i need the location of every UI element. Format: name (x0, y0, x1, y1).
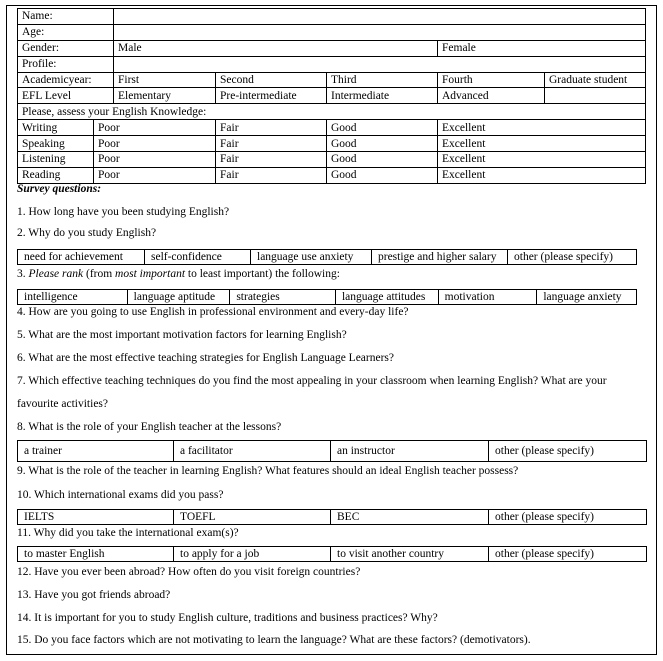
q8-options (17, 440, 647, 462)
survey-header: Survey questions: (17, 183, 102, 195)
option-cell[interactable]: an instructor (331, 441, 489, 461)
question-11: 11. Why did you take the international exam(s)? (17, 527, 239, 539)
level-good[interactable]: Good (327, 152, 438, 168)
q11-options (17, 546, 647, 562)
level-poor[interactable]: Poor (94, 120, 216, 136)
efl-elementary[interactable]: Elementary (114, 88, 216, 104)
age-label: Age: (18, 24, 114, 40)
efl-intermediate[interactable]: Intermediate (327, 88, 438, 104)
question-10: 10. Which international exams did you pass? (17, 489, 224, 501)
question-9: 9. What is the role of the teacher in learning English? What features should an ideal English teacher possess? (17, 465, 519, 477)
question-2: 2. Why do you study English? (17, 227, 157, 239)
option-cell[interactable]: intelligence (18, 290, 128, 304)
level-good[interactable]: Good (327, 167, 438, 183)
option-cell[interactable]: strategies (230, 290, 336, 304)
option-cell[interactable]: a trainer (18, 441, 174, 461)
skill-row-speaking (18, 136, 646, 152)
skill-label: Listening (18, 152, 94, 168)
option-cell[interactable]: language aptitude (128, 290, 231, 304)
question-5: 5. What are the most important motivation factors for learning English? (17, 329, 347, 341)
academic-label: Academicyear: (18, 72, 114, 88)
question-12: 12. Have you ever been abroad? How often do you visit foreign countries? (17, 566, 361, 578)
q10-options (17, 509, 647, 525)
skill-label: Writing (18, 120, 94, 136)
level-fair[interactable]: Fair (216, 167, 327, 183)
efl-blank (545, 88, 646, 104)
question-6: 6. What are the most effective teaching strategies for English Language Learners? (17, 352, 395, 364)
option-cell[interactable]: other (please specify) (495, 548, 594, 560)
q2-options (17, 249, 637, 265)
efl-label: EFL Level (18, 88, 114, 104)
level-fair[interactable]: Fair (216, 152, 327, 168)
q3-options (17, 289, 637, 305)
efl-pre-intermediate[interactable]: Pre-intermediate (216, 88, 327, 104)
option-cell[interactable]: to visit another country (331, 547, 489, 561)
academic-row (18, 72, 646, 88)
skill-row-writing (18, 120, 646, 136)
q3-rank: Please rank (28, 268, 84, 280)
option-cell[interactable]: other (please specify) (495, 511, 594, 523)
name-row (18, 9, 646, 25)
profile-row (18, 56, 646, 72)
level-poor[interactable]: Poor (94, 167, 216, 183)
level-excellent[interactable]: Excellent (438, 136, 646, 152)
question-8: 8. What is the role of your English teacher at the lessons? (17, 421, 282, 433)
option-cell[interactable]: to master English (18, 547, 174, 561)
skill-row-reading (18, 167, 646, 183)
option-cell[interactable]: IELTS (18, 510, 174, 524)
gender-label: Gender: (18, 40, 114, 56)
q3-from: (from (83, 268, 116, 280)
question-1: 1. How long have you been studying English? (17, 206, 230, 218)
option-cell[interactable]: language anxiety (543, 291, 622, 303)
academic-fourth[interactable]: Fourth (438, 72, 545, 88)
academic-first[interactable]: First (114, 72, 216, 88)
name-field[interactable] (114, 9, 646, 25)
option-cell[interactable]: BEC (331, 510, 489, 524)
assess-row (18, 104, 646, 120)
efl-advanced[interactable]: Advanced (438, 88, 545, 104)
option-cell[interactable]: other (please specify) (495, 445, 594, 457)
assess-label: Please, assess your English Knowledge: (18, 104, 646, 120)
level-good[interactable]: Good (327, 120, 438, 136)
question-3 (17, 267, 655, 281)
gender-row (18, 40, 646, 56)
question-13: 13. Have you got friends abroad? (17, 589, 171, 601)
skill-label: Reading (18, 167, 94, 183)
level-fair[interactable]: Fair (216, 120, 327, 136)
level-excellent[interactable]: Excellent (438, 167, 646, 183)
option-cell[interactable]: a facilitator (174, 441, 331, 461)
gender-male[interactable]: Male (114, 40, 438, 56)
q3-number: 3. (17, 268, 26, 280)
question-4: 4. How are you going to use English in professional environment and every-day life? (17, 306, 409, 318)
option-cell[interactable]: TOEFL (174, 510, 331, 524)
option-cell[interactable]: motivation (439, 290, 538, 304)
gender-female[interactable]: Female (438, 40, 646, 56)
skill-row-listening (18, 152, 646, 168)
level-poor[interactable]: Poor (94, 136, 216, 152)
profile-table (17, 8, 646, 184)
age-field[interactable] (114, 24, 646, 40)
name-label: Name: (18, 9, 114, 25)
profile-field[interactable] (114, 56, 646, 72)
level-good[interactable]: Good (327, 136, 438, 152)
option-cell[interactable]: need for achievement (18, 250, 145, 264)
level-excellent[interactable]: Excellent (438, 152, 646, 168)
question-14: 14. It is important for you to study English culture, traditions and business practices? Why? (17, 612, 438, 624)
level-excellent[interactable]: Excellent (438, 120, 646, 136)
option-cell[interactable]: prestige and higher salary (372, 250, 508, 264)
survey-page (6, 5, 657, 655)
option-cell[interactable]: language attitudes (336, 290, 439, 304)
option-cell[interactable]: self-confidence (145, 250, 251, 264)
academic-second[interactable]: Second (216, 72, 327, 88)
academic-graduate[interactable]: Graduate student (545, 72, 646, 88)
option-cell[interactable]: other (please specify) (514, 251, 613, 263)
level-poor[interactable]: Poor (94, 152, 216, 168)
option-cell[interactable]: language use anxiety (251, 250, 372, 264)
academic-third[interactable]: Third (327, 72, 438, 88)
q3-rest: to least important) the following: (185, 268, 340, 280)
efl-row (18, 88, 646, 104)
question-7-line-2: favourite activities? (17, 398, 109, 410)
age-row (18, 24, 646, 40)
question-15: 15. Do you face factors which are not motivating to learn the language? What are these factors? (demotivators). (17, 634, 531, 646)
skill-label: Speaking (18, 136, 94, 152)
level-fair[interactable]: Fair (216, 136, 327, 152)
question-7-line-1: 7. Which effective teaching techniques do you find the most appealing in your classroom when learning English? What are your (17, 375, 607, 387)
option-cell[interactable]: to apply for a job (174, 547, 331, 561)
profile-label: Profile: (18, 56, 114, 72)
q3-most-important: most important (115, 268, 186, 280)
